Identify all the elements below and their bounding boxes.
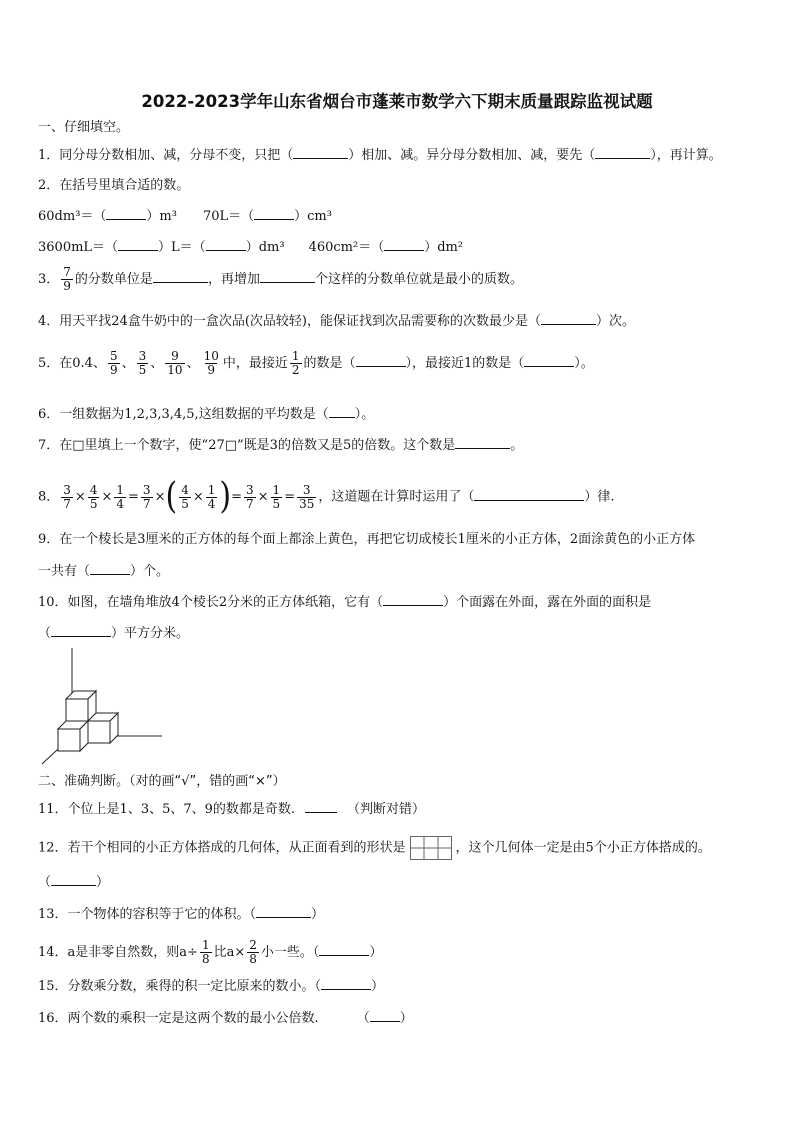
answer-blank[interactable] — [206, 238, 246, 251]
fraction: $\frac{3}{7}$ — [142, 482, 151, 511]
answer-blank[interactable] — [51, 624, 111, 637]
question-12-answer: （ ） — [38, 875, 110, 890]
section-heading-2: 二、准确判断。（对的画“√”，错的画“×”） — [38, 774, 286, 789]
question-9-line-2: 一共有（ ）个。 — [38, 564, 170, 579]
question-10-line-1: 10．如图，在墙角堆放4个棱长2分米的正方体纸箱，它有（ ）个面露在外面，露在外面的面积是 — [38, 595, 652, 610]
question-14: 14．a是非零自然数，则a÷ $\frac{1}{8}$ 比a× $\frac{2}{8}$ 小一些。（ ） — [38, 938, 383, 966]
answer-blank[interactable] — [524, 354, 574, 367]
question-2: 2．在括号里填合适的数。 — [38, 178, 190, 193]
question-11: 11．个位上是1、3、5、7、9的数都是奇数. （判断对错） — [38, 802, 426, 817]
question-10-line-2: （ ）平方分米。 — [38, 626, 190, 641]
answer-blank[interactable] — [319, 943, 369, 956]
question-8: 8． $\frac{3}{7}$ × $\frac{4}{5}$ × $\frac{1}{4}$ = $\frac{3}{7}$ ×( $\frac{4}{5}$ × $\frac{1}{4}$ )= $\frac{3}{7}$ × $\frac{1}{5}$ = $\frac{3}{35}$ ，这道题在计算时运用了（ ）律. — [38, 475, 615, 518]
answer-blank[interactable] — [153, 270, 208, 283]
answer-blank[interactable] — [90, 562, 130, 575]
fraction: $\frac{1}{4}$ — [116, 482, 125, 511]
answer-blank[interactable] — [305, 800, 337, 813]
fraction: $\frac{2}{8}$ — [249, 938, 257, 966]
question-15: 15．分数乘分数，乘得的积一定比原来的数小。（ ） — [38, 979, 385, 994]
fraction: $\frac{9}{10}$ — [167, 349, 183, 377]
answer-blank[interactable] — [321, 977, 371, 990]
fraction: $\frac{1}{5}$ — [272, 482, 281, 511]
question-13: 13．一个物体的容积等于它的体积。（ ） — [38, 907, 325, 922]
answer-blank[interactable] — [51, 873, 96, 886]
question-6: 6．一组数据为1,2,3,3,4,5,这组数据的平均数是（ ）。 — [38, 407, 375, 422]
answer-blank[interactable] — [260, 270, 315, 283]
answer-blank[interactable] — [329, 405, 355, 418]
fraction: $\frac{3}{7}$ — [246, 482, 254, 511]
answer-blank[interactable] — [595, 146, 650, 159]
fraction: $\frac{4}{5}$ — [89, 482, 98, 511]
fraction: $\frac{10}{9}$ — [203, 349, 219, 377]
fraction: $\frac{1}{4}$ — [207, 482, 216, 511]
section-heading-1: 一、仔细填空。 — [38, 120, 130, 135]
question-9-line-1: 9．在一个棱长是3厘米的正方体的每个面上都涂上黄色，再把它切成棱长1厘米的小正方体，2面涂黄色的小正方体 — [38, 532, 696, 547]
question-3: 3． $\frac{7}{9}$ 的分数单位是 ，再增加 个这样的分数单位就是最小的质数。 — [38, 265, 523, 293]
fraction: $\frac{7}{9}$ — [63, 265, 71, 293]
answer-blank[interactable] — [356, 354, 406, 367]
fraction: $\frac{1}{2}$ — [291, 349, 300, 377]
answer-blank[interactable] — [541, 312, 596, 325]
question-16: 16．两个数的乘积一定是这两个数的最小公倍数. （ ） — [38, 1011, 413, 1026]
answer-blank[interactable] — [455, 436, 510, 449]
fraction: $\frac{1}{8}$ — [201, 938, 210, 966]
answer-blank[interactable] — [384, 238, 424, 251]
page-title: 2022-2023学年山东省烟台市蓬莱市数学六下期末质量跟踪监视试题 — [141, 92, 653, 111]
answer-blank[interactable] — [474, 488, 584, 501]
answer-blank[interactable] — [256, 905, 311, 918]
question-2-line-2: 3600mL＝（ ）L＝（ ）dm³ 460cm²＝（ ）dm² — [38, 240, 464, 255]
front-view-grid-icon — [410, 836, 452, 860]
question-2-line-1: 60dm³＝（ ）m³ 70L＝（ ）cm³ — [38, 209, 332, 224]
stacked-cubes-figure — [36, 646, 166, 766]
answer-blank[interactable] — [254, 207, 294, 220]
question-7: 7．在□里填上一个数字，使“27□”既是3的倍数又是5的倍数。这个数是 。 — [38, 438, 524, 453]
fraction: $\frac{3}{7}$ — [63, 482, 71, 511]
fraction: $\frac{4}{5}$ — [181, 482, 189, 511]
answer-blank[interactable] — [383, 593, 443, 606]
answer-blank[interactable] — [293, 146, 348, 159]
question-4: 4．用天平找24盒牛奶中的一盒次品(次品较轻)，能保证找到次品需要称的次数最少是（ ）次。 — [38, 314, 635, 329]
answer-blank[interactable] — [118, 238, 158, 251]
question-5: 5．在0.4、 $\frac{5}{9}$ 、 $\frac{3}{5}$ 、 $\frac{9}{10}$ 、 $\frac{10}{9}$ 中，最接近 $\frac{1}{2}$ 的数是（ ），最接近1的数是（ ）。 — [38, 349, 594, 377]
question-1: 1．同分母分数相加、减，分母不变，只把（ ）相加、减。异分母分数相加、减，要先（ ），再计算。 — [38, 148, 722, 163]
fraction: $\frac{3}{35}$ — [299, 482, 315, 511]
fraction: $\frac{5}{9}$ — [109, 349, 118, 377]
answer-blank[interactable] — [106, 207, 146, 220]
fraction: $\frac{3}{5}$ — [138, 349, 147, 377]
question-12: 12．若干个相同的小正方体搭成的几何体，从正面看到的形状是 ，这个几何体一定是由5个小正方体搭成的。 — [38, 836, 711, 860]
answer-blank[interactable] — [370, 1009, 400, 1022]
